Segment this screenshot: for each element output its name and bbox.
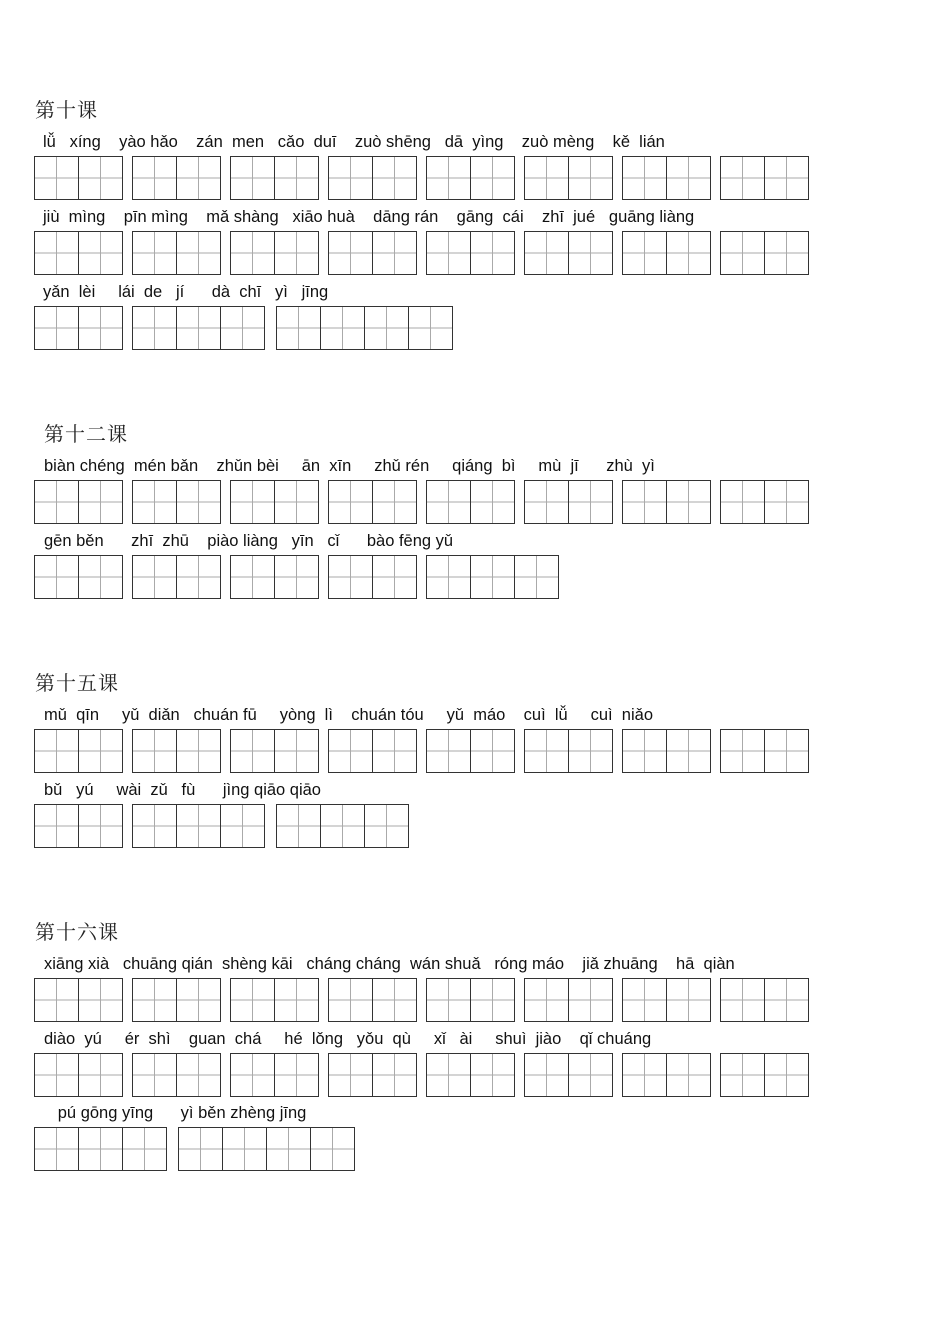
tian-grid-cell[interactable] <box>177 729 221 773</box>
writing-box-group <box>622 729 711 773</box>
writing-box-group <box>720 480 809 524</box>
tian-grid-cell[interactable] <box>179 1127 223 1171</box>
tian-grid-cell[interactable] <box>275 555 319 599</box>
tian-grid-cell[interactable] <box>569 978 613 1022</box>
tian-grid-cell[interactable] <box>221 804 265 848</box>
tian-grid-cell[interactable] <box>373 231 417 275</box>
tian-grid-cell[interactable] <box>427 156 471 200</box>
tian-grid-cell[interactable] <box>321 306 365 350</box>
writing-box-group <box>132 480 221 524</box>
tian-grid-cell[interactable] <box>569 156 613 200</box>
writing-box-group <box>132 1053 221 1097</box>
tian-grid-cell[interactable] <box>365 306 409 350</box>
tian-grid-cell[interactable] <box>427 1053 471 1097</box>
tian-grid-cell[interactable] <box>79 306 123 350</box>
writing-box-group <box>720 1053 809 1097</box>
tian-grid-cell[interactable] <box>569 480 613 524</box>
tian-grid-cell[interactable] <box>623 231 667 275</box>
writing-box-group <box>720 156 809 200</box>
tian-grid-cell[interactable] <box>373 1053 417 1097</box>
tian-grid-cell[interactable] <box>623 480 667 524</box>
writing-box-group <box>426 978 515 1022</box>
tian-grid-cell[interactable] <box>231 555 275 599</box>
writing-box-group <box>328 729 417 773</box>
tian-grid-cell[interactable] <box>79 729 123 773</box>
tian-grid-cell[interactable] <box>177 804 221 848</box>
writing-box-group <box>622 1053 711 1097</box>
tian-grid-cell[interactable] <box>321 804 365 848</box>
writing-box-group <box>276 306 453 350</box>
tian-grid-cell[interactable] <box>667 729 711 773</box>
writing-box-group <box>524 231 613 275</box>
writing-box-group <box>524 156 613 200</box>
writing-box-group <box>276 804 409 848</box>
writing-box-group <box>230 555 319 599</box>
tian-grid-cell[interactable] <box>515 555 559 599</box>
lesson-title: 第十二课 <box>44 422 128 446</box>
tian-grid-cell[interactable] <box>525 231 569 275</box>
pinyin-line: yǎn lèi lái de jí dà chī yì jīng <box>43 283 329 301</box>
tian-grid-cell[interactable] <box>365 804 409 848</box>
tian-grid-cell[interactable] <box>721 978 765 1022</box>
tian-grid-cell[interactable] <box>427 978 471 1022</box>
tian-grid-cell[interactable] <box>275 978 319 1022</box>
writing-box-group <box>622 156 711 200</box>
tian-grid-cell[interactable] <box>133 306 177 350</box>
writing-box-group <box>230 231 319 275</box>
pinyin-line: diào yú ér shì guan chá hé lǒng yǒu qù xǐ ài shuì jiào qǐ chuáng <box>44 1030 652 1048</box>
pinyin-line: lǚ xíng yào hǎo zán men cǎo duī zuò shēng dā yìng zuò mèng kě lián <box>43 133 665 151</box>
tian-grid-cell[interactable] <box>133 480 177 524</box>
writing-box-group <box>328 1053 417 1097</box>
tian-grid-cell[interactable] <box>35 978 79 1022</box>
tian-grid-cell[interactable] <box>133 156 177 200</box>
tian-grid-cell[interactable] <box>79 231 123 275</box>
tian-grid-cell[interactable] <box>569 1053 613 1097</box>
tian-grid-cell[interactable] <box>329 729 373 773</box>
tian-grid-cell[interactable] <box>471 231 515 275</box>
tian-grid-cell[interactable] <box>721 231 765 275</box>
tian-grid-cell[interactable] <box>329 480 373 524</box>
tian-grid-cell[interactable] <box>177 231 221 275</box>
tian-grid-cell[interactable] <box>35 306 79 350</box>
tian-grid-cell[interactable] <box>373 978 417 1022</box>
tian-grid-cell[interactable] <box>409 306 453 350</box>
tian-grid-cell[interactable] <box>311 1127 355 1171</box>
tian-grid-cell[interactable] <box>721 729 765 773</box>
tian-grid-cell[interactable] <box>667 231 711 275</box>
tian-grid-cell[interactable] <box>231 978 275 1022</box>
tian-grid-cell[interactable] <box>133 978 177 1022</box>
tian-grid-cell[interactable] <box>721 1053 765 1097</box>
tian-grid-cell[interactable] <box>35 1127 79 1171</box>
tian-grid-cell[interactable] <box>373 729 417 773</box>
writing-box-group <box>34 804 123 848</box>
lesson-title: 第十课 <box>35 98 98 122</box>
tian-grid-cell[interactable] <box>133 1053 177 1097</box>
tian-grid-cell[interactable] <box>79 555 123 599</box>
tian-grid-cell[interactable] <box>765 480 809 524</box>
writing-box-group <box>34 555 123 599</box>
lesson-title: 第十五课 <box>35 671 119 695</box>
tian-grid-cell[interactable] <box>35 231 79 275</box>
tian-grid-cell[interactable] <box>123 1127 167 1171</box>
tian-grid-cell[interactable] <box>329 555 373 599</box>
tian-grid-cell[interactable] <box>277 804 321 848</box>
tian-grid-cell[interactable] <box>231 1053 275 1097</box>
tian-grid-cell[interactable] <box>667 156 711 200</box>
tian-grid-cell[interactable] <box>471 156 515 200</box>
writing-box-group <box>720 231 809 275</box>
tian-grid-cell[interactable] <box>79 156 123 200</box>
writing-box-group <box>34 480 123 524</box>
writing-box-group <box>132 156 221 200</box>
tian-grid-cell[interactable] <box>133 804 177 848</box>
writing-box-group <box>34 978 123 1022</box>
tian-grid-cell[interactable] <box>79 1053 123 1097</box>
writing-box-group <box>426 480 515 524</box>
tian-grid-cell[interactable] <box>525 729 569 773</box>
pinyin-line: mǔ qīn yǔ diǎn chuán fū yòng lì chuán tóu yǔ máo cuì lǚ cuì niǎo <box>44 706 653 724</box>
tian-grid-cell[interactable] <box>275 156 319 200</box>
writing-box-group <box>132 978 221 1022</box>
pinyin-line: pú gōng yīng yì běn zhèng jīng <box>44 1104 307 1122</box>
tian-grid-cell[interactable] <box>765 156 809 200</box>
tian-grid-cell[interactable] <box>373 480 417 524</box>
tian-grid-cell[interactable] <box>471 729 515 773</box>
tian-grid-cell[interactable] <box>329 231 373 275</box>
tian-grid-cell[interactable] <box>79 978 123 1022</box>
tian-grid-cell[interactable] <box>267 1127 311 1171</box>
tian-grid-cell[interactable] <box>177 480 221 524</box>
tian-grid-cell[interactable] <box>177 156 221 200</box>
writing-box-group <box>426 729 515 773</box>
writing-box-group <box>34 1127 167 1171</box>
tian-grid-cell[interactable] <box>223 1127 267 1171</box>
writing-box-group <box>230 156 319 200</box>
tian-grid-cell[interactable] <box>79 1127 123 1171</box>
tian-grid-cell[interactable] <box>765 1053 809 1097</box>
tian-grid-cell[interactable] <box>35 555 79 599</box>
writing-box-group <box>34 156 123 200</box>
tian-grid-cell[interactable] <box>569 729 613 773</box>
writing-box-group <box>328 978 417 1022</box>
tian-grid-cell[interactable] <box>133 231 177 275</box>
tian-grid-cell[interactable] <box>427 555 471 599</box>
writing-box-group <box>230 480 319 524</box>
tian-grid-cell[interactable] <box>721 156 765 200</box>
tian-grid-cell[interactable] <box>667 480 711 524</box>
tian-grid-cell[interactable] <box>79 804 123 848</box>
tian-grid-cell[interactable] <box>79 480 123 524</box>
writing-box-group <box>132 555 221 599</box>
writing-box-group <box>426 231 515 275</box>
writing-box-group <box>230 1053 319 1097</box>
tian-grid-cell[interactable] <box>275 729 319 773</box>
tian-grid-cell[interactable] <box>35 1053 79 1097</box>
writing-box-group <box>132 729 221 773</box>
writing-box-group <box>34 231 123 275</box>
tian-grid-cell[interactable] <box>35 156 79 200</box>
writing-box-group <box>328 231 417 275</box>
tian-grid-cell[interactable] <box>667 978 711 1022</box>
writing-box-group <box>622 978 711 1022</box>
writing-box-group <box>328 480 417 524</box>
tian-grid-cell[interactable] <box>231 231 275 275</box>
tian-grid-cell[interactable] <box>35 480 79 524</box>
tian-grid-cell[interactable] <box>623 729 667 773</box>
tian-grid-cell[interactable] <box>221 306 265 350</box>
tian-grid-cell[interactable] <box>427 480 471 524</box>
pinyin-line: bǔ yú wài zǔ fù jìng qiāo qiāo <box>44 781 321 799</box>
tian-grid-cell[interactable] <box>525 1053 569 1097</box>
writing-box-group <box>426 1053 515 1097</box>
tian-grid-cell[interactable] <box>471 978 515 1022</box>
writing-box-group <box>524 1053 613 1097</box>
tian-grid-cell[interactable] <box>35 804 79 848</box>
tian-grid-cell[interactable] <box>277 306 321 350</box>
writing-box-group <box>328 555 417 599</box>
writing-box-group <box>720 729 809 773</box>
writing-box-group <box>622 231 711 275</box>
tian-grid-cell[interactable] <box>667 1053 711 1097</box>
tian-grid-cell[interactable] <box>525 978 569 1022</box>
writing-box-group <box>34 306 123 350</box>
tian-grid-cell[interactable] <box>765 729 809 773</box>
tian-grid-cell[interactable] <box>623 156 667 200</box>
writing-box-group <box>328 156 417 200</box>
tian-grid-cell[interactable] <box>525 156 569 200</box>
lesson-title: 第十六课 <box>35 920 119 944</box>
pinyin-line: biàn chéng mén bǎn zhǔn bèi ān xīn zhǔ rén qiáng bì mù jī zhù yì <box>44 457 655 475</box>
tian-grid-cell[interactable] <box>275 231 319 275</box>
pinyin-line: xiāng xià chuāng qián shèng kāi cháng cháng wán shuǎ róng máo jiǎ zhuāng hā qiàn <box>44 955 735 973</box>
writing-box-group <box>426 156 515 200</box>
tian-grid-cell[interactable] <box>329 1053 373 1097</box>
writing-box-group <box>132 804 265 848</box>
tian-grid-cell[interactable] <box>231 480 275 524</box>
tian-grid-cell[interactable] <box>329 156 373 200</box>
tian-grid-cell[interactable] <box>765 978 809 1022</box>
tian-grid-cell[interactable] <box>427 729 471 773</box>
tian-grid-cell[interactable] <box>373 156 417 200</box>
tian-grid-cell[interactable] <box>177 555 221 599</box>
tian-grid-cell[interactable] <box>569 231 613 275</box>
tian-grid-cell[interactable] <box>373 555 417 599</box>
writing-box-group <box>230 978 319 1022</box>
tian-grid-cell[interactable] <box>177 306 221 350</box>
tian-grid-cell[interactable] <box>765 231 809 275</box>
writing-box-group <box>720 978 809 1022</box>
writing-box-group <box>178 1127 355 1171</box>
pinyin-line: gēn běn zhī zhū piào liàng yīn cǐ bào fēng yǔ <box>44 532 454 550</box>
tian-grid-cell[interactable] <box>177 1053 221 1097</box>
writing-box-group <box>524 729 613 773</box>
writing-box-group <box>524 480 613 524</box>
tian-grid-cell[interactable] <box>427 231 471 275</box>
tian-grid-cell[interactable] <box>133 729 177 773</box>
tian-grid-cell[interactable] <box>471 555 515 599</box>
tian-grid-cell[interactable] <box>471 1053 515 1097</box>
writing-box-group <box>34 729 123 773</box>
tian-grid-cell[interactable] <box>471 480 515 524</box>
tian-grid-cell[interactable] <box>721 480 765 524</box>
writing-box-group <box>132 306 265 350</box>
tian-grid-cell[interactable] <box>623 978 667 1022</box>
tian-grid-cell[interactable] <box>623 1053 667 1097</box>
tian-grid-cell[interactable] <box>525 480 569 524</box>
writing-box-group <box>426 555 559 599</box>
writing-box-group <box>622 480 711 524</box>
tian-grid-cell[interactable] <box>133 555 177 599</box>
writing-box-group <box>132 231 221 275</box>
tian-grid-cell[interactable] <box>231 729 275 773</box>
writing-box-group <box>524 978 613 1022</box>
writing-box-group <box>34 1053 123 1097</box>
tian-grid-cell[interactable] <box>275 1053 319 1097</box>
tian-grid-cell[interactable] <box>231 156 275 200</box>
tian-grid-cell[interactable] <box>275 480 319 524</box>
tian-grid-cell[interactable] <box>329 978 373 1022</box>
tian-grid-cell[interactable] <box>35 729 79 773</box>
writing-box-group <box>230 729 319 773</box>
pinyin-line: jiù mìng pīn mìng mǎ shàng xiāo huà dāng rán gāng cái zhī jué guāng liàng <box>43 208 695 226</box>
tian-grid-cell[interactable] <box>177 978 221 1022</box>
